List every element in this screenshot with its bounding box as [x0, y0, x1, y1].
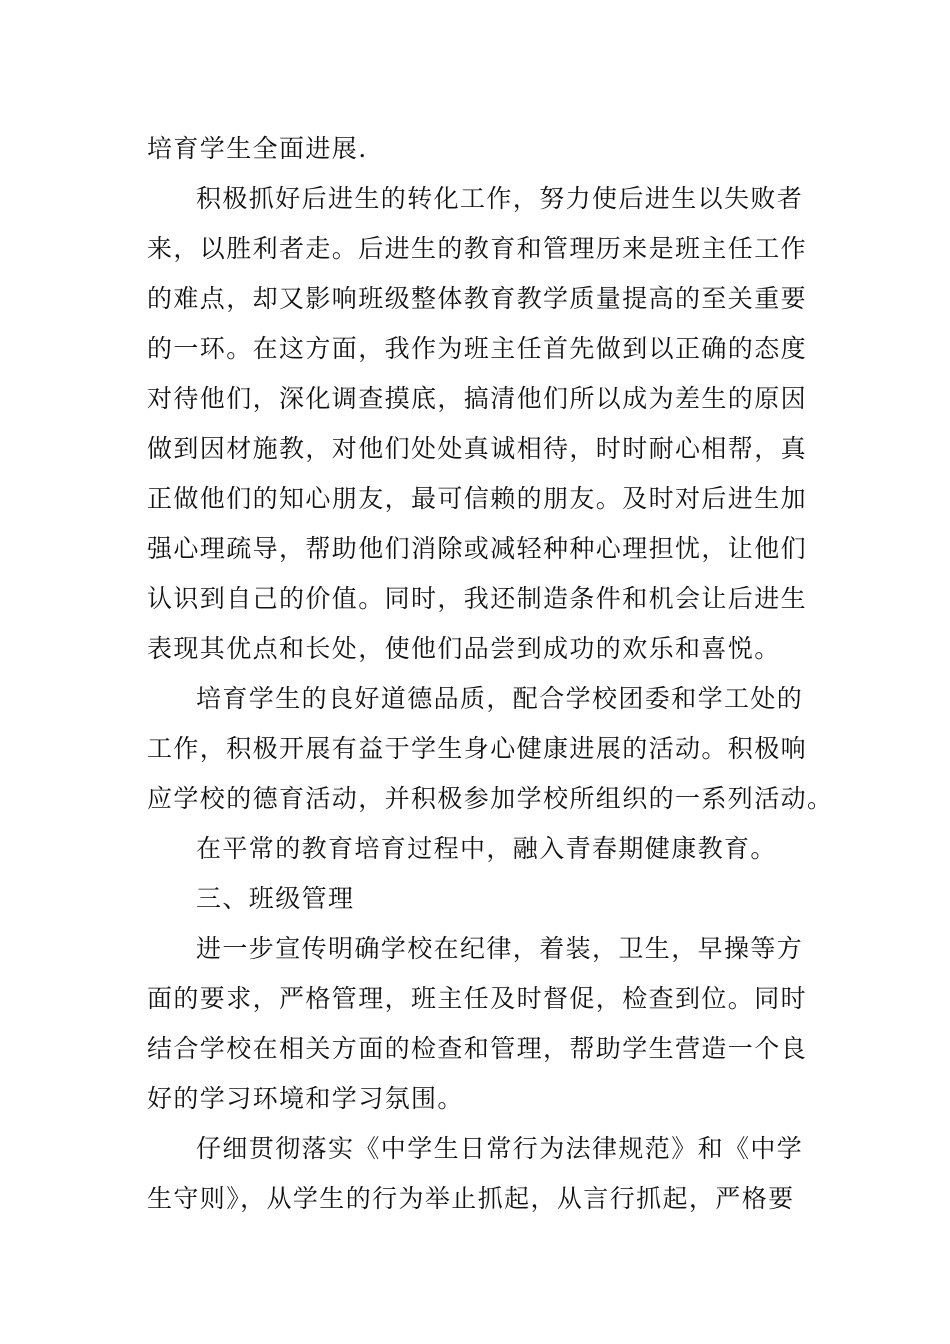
- text-line-11: 表现其优点和长处，使他们品尝到成功的欢乐和喜悦。: [147, 634, 781, 663]
- text-line-9: 强心理疏导，帮助他们消除或减轻种种心理担忧，让他们: [147, 534, 808, 563]
- text-line-13: 工作，积极开展有益于学生身心健康进展的活动。积极响: [147, 734, 808, 763]
- text-line-8: 正做他们的知心朋友，最可信赖的朋友。及时对后进生加: [147, 484, 808, 513]
- text-line-5: 的一环。在这方面，我作为班主任首先做到以正确的态度: [147, 334, 808, 363]
- text-line-7: 做到因材施教，对他们处处真诚相待，时时耐心相帮，真: [147, 434, 808, 463]
- text-line-12: 培育学生的良好道德品质，配合学校团委和学工处的: [196, 684, 804, 713]
- text-line-10: 认识到自己的价值。同时，我还制造条件和机会让后进生: [147, 584, 808, 613]
- text-line-20: 好的学习环境和学习氛围。: [147, 1084, 464, 1113]
- text-line-3: 来，以胜利者走。后进生的教育和管理历来是班主任工作: [147, 234, 808, 263]
- section-heading: 三、班级管理: [196, 884, 355, 913]
- text-line-15: 在平常的教育培育过程中，融入青春期健康教育。: [196, 834, 777, 863]
- text-line-21: 仔细贯彻落实《中学生日常行为法律规范》和《中学: [196, 1134, 804, 1163]
- text-line-4: 的难点，却又影响班级整体教育教学质量提高的至关重要: [147, 284, 808, 313]
- text-line-6: 对待他们，深化调查摸底，搞清他们所以成为差生的原因: [147, 384, 808, 413]
- text-line-14: 应学校的德育活动，并积极参加学校所组织的一系列活动。: [147, 784, 834, 813]
- text-line-1: 培育学生全面进展.: [147, 134, 368, 163]
- text-line-22: 生守则》，从学生的行为举止抓起，从言行抓起，严格要: [147, 1184, 795, 1213]
- text-line-18: 面的要求，严格管理，班主任及时督促，检查到位。同时: [147, 984, 808, 1013]
- text-line-2: 积极抓好后进生的转化工作，努力使后进生以失败者: [196, 184, 804, 213]
- text-line-17: 进一步宣传明确学校在纪律，着装，卫生，早操等方: [196, 934, 804, 963]
- text-line-19: 结合学校在相关方面的检查和管理，帮助学生营造一个良: [147, 1034, 808, 1063]
